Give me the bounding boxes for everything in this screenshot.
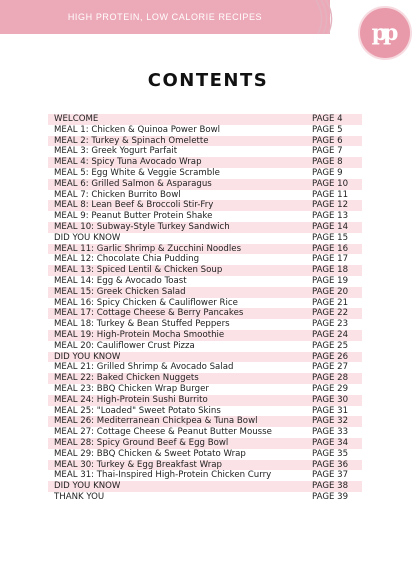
contents-entry[interactable]: [48, 254, 362, 265]
entry-page: PAGE 36: [312, 459, 349, 470]
entry-page: PAGE 38: [312, 481, 349, 492]
contents-entry[interactable]: [48, 287, 362, 298]
contents-entry[interactable]: [48, 449, 362, 460]
contents-entry[interactable]: [48, 319, 362, 330]
entry-page: PAGE 26: [312, 351, 349, 362]
contents-entry[interactable]: [48, 308, 362, 319]
contents-entry[interactable]: [48, 265, 362, 276]
contents-entry[interactable]: [48, 373, 362, 384]
entry-label: MEAL 11: Garlic Shrimp & Zucchini Noodles: [54, 243, 242, 254]
entry-page: PAGE 27: [312, 362, 349, 373]
contents-entry[interactable]: [48, 136, 362, 147]
entry-label: MEAL 21: Grilled Shrimp & Avocado Salad: [54, 362, 234, 373]
entry-page: PAGE 35: [312, 448, 349, 459]
contents-entry[interactable]: [48, 211, 362, 222]
contents-entry[interactable]: [48, 481, 362, 492]
entry-page: PAGE 34: [312, 437, 349, 448]
entry-page: PAGE 37: [312, 470, 349, 481]
entry-page: PAGE 24: [312, 329, 349, 340]
entry-page: PAGE 16: [312, 243, 349, 254]
header-title: HIGH PROTEIN, LOW CALORIE RECIPES: [67, 12, 263, 22]
entry-label: MEAL 25: "Loaded" Sweet Potato Skins: [54, 405, 221, 416]
contents-entry[interactable]: [48, 179, 362, 190]
contents-entry[interactable]: [48, 114, 362, 125]
entry-page: PAGE 4: [312, 114, 343, 124]
entry-page: PAGE 29: [312, 383, 349, 394]
contents-entry[interactable]: [48, 190, 362, 201]
contents-list: [48, 114, 362, 503]
contents-entry[interactable]: [48, 146, 362, 157]
entry-page: PAGE 19: [312, 275, 349, 286]
contents-entry[interactable]: [48, 200, 362, 211]
entry-page: PAGE 25: [312, 340, 349, 351]
brand-logo: [360, 8, 410, 58]
entry-label: MEAL 17: Cottage Cheese & Berry Pancakes: [54, 308, 244, 319]
entry-label: WELCOME: [54, 114, 99, 124]
contents-entry[interactable]: [48, 341, 362, 352]
entry-label: MEAL 13: Spiced Lentil & Chicken Soup: [54, 265, 223, 276]
entry-page: PAGE 11: [312, 189, 349, 200]
entry-label: MEAL 2: Turkey & Spinach Omelette: [54, 135, 209, 146]
contents-entry[interactable]: [48, 168, 362, 179]
entry-page: PAGE 14: [312, 221, 349, 232]
entry-page: PAGE 21: [312, 297, 349, 308]
entry-label: DID YOU KNOW: [54, 232, 121, 243]
entry-label: MEAL 16: Spicy Chicken & Cauliflower Rice: [54, 297, 238, 308]
entry-label: MEAL 23: BBQ Chicken Wrap Burger: [54, 383, 209, 394]
entry-label: DID YOU KNOW: [54, 351, 121, 362]
entry-label: MEAL 28: Spicy Ground Beef & Egg Bowl: [54, 437, 229, 448]
contents-entry[interactable]: [48, 406, 362, 417]
entry-page: PAGE 6: [312, 135, 343, 146]
entry-page: PAGE 22: [312, 308, 349, 319]
entry-label: MEAL 20: Cauliflower Crust Pizza: [54, 340, 195, 351]
entry-page: PAGE 23: [312, 319, 349, 330]
entry-label: MEAL 6: Grilled Salmon & Asparagus: [54, 178, 212, 189]
entry-page: PAGE 7: [312, 146, 343, 157]
contents-entry[interactable]: [48, 157, 362, 168]
contents-entry[interactable]: [48, 222, 362, 233]
entry-label: MEAL 9: Peanut Butter Protein Shake: [54, 211, 213, 222]
entry-label: MEAL 30: Turkey & Egg Breakfast Wrap: [54, 459, 223, 470]
entry-page: PAGE 13: [312, 211, 349, 222]
entry-label: MEAL 22: Baked Chicken Nuggets: [54, 373, 199, 384]
entry-page: PAGE 20: [312, 286, 349, 297]
contents-entry[interactable]: [48, 352, 362, 363]
entry-label: MEAL 26: Mediterranean Chickpea & Tuna Bowl: [54, 416, 258, 427]
contents-entry[interactable]: [48, 233, 362, 244]
entry-page: PAGE 18: [312, 265, 349, 276]
entry-page: PAGE 17: [312, 254, 349, 265]
contents-entry[interactable]: [48, 438, 362, 449]
entry-label: MEAL 15: Greek Chicken Salad: [54, 286, 186, 297]
entry-label: MEAL 1: Chicken & Quinoa Power Bowl: [54, 124, 221, 135]
contents-entry[interactable]: [48, 492, 362, 503]
entry-page: PAGE 39: [312, 491, 349, 502]
entry-label: MEAL 27: Cottage Cheese & Peanut Butter Mousse: [54, 427, 272, 438]
entry-label: MEAL 29: BBQ Chicken & Sweet Potato Wrap: [54, 448, 246, 459]
entry-label: MEAL 14: Egg & Avocado Toast: [54, 275, 187, 286]
entry-page: PAGE 10: [312, 178, 349, 189]
entry-label: MEAL 10: Subway-Style Turkey Sandwich: [54, 221, 230, 232]
contents-entry[interactable]: [48, 470, 362, 481]
swoosh-decoration: [312, 0, 336, 34]
entry-page: PAGE 5: [312, 124, 343, 135]
entry-label: MEAL 8: Lean Beef & Broccoli Stir-Fry: [54, 200, 214, 211]
entry-label: MEAL 24: High-Protein Sushi Burrito: [54, 394, 208, 405]
entry-page: PAGE 28: [312, 373, 349, 384]
entry-label: DID YOU KNOW: [54, 481, 121, 492]
page-title: CONTENTS: [147, 70, 269, 91]
entry-page: PAGE 15: [312, 232, 349, 243]
contents-entry[interactable]: [48, 276, 362, 287]
entry-label: MEAL 7: Chicken Burrito Bowl: [54, 189, 181, 200]
entry-label: MEAL 19: High-Protein Mocha Smoothie: [54, 329, 225, 340]
entry-label: MEAL 31: Thai-Inspired High-Protein Chicken Curry: [54, 470, 272, 481]
contents-entry[interactable]: [48, 427, 362, 438]
contents-entry[interactable]: [48, 395, 362, 406]
entry-page: PAGE 30: [312, 394, 349, 405]
contents-entry[interactable]: [48, 362, 362, 373]
contents-entry[interactable]: [48, 460, 362, 471]
entry-page: PAGE 12: [312, 200, 349, 211]
contents-entry[interactable]: [48, 125, 362, 136]
entry-label: MEAL 18: Turkey & Bean Stuffed Peppers: [54, 319, 230, 330]
contents-entry[interactable]: [48, 330, 362, 341]
contents-entry[interactable]: [48, 384, 362, 395]
entry-page: PAGE 31: [312, 405, 349, 416]
entry-page: PAGE 32: [312, 416, 349, 427]
logo-text: pp: [371, 20, 395, 46]
entry-label: MEAL 5: Egg White & Veggie Scramble: [54, 167, 220, 178]
contents-entry[interactable]: [48, 298, 362, 309]
entry-page: PAGE 33: [312, 427, 349, 438]
entry-label: THANK YOU: [54, 491, 105, 502]
entry-page: PAGE 8: [312, 157, 343, 168]
entry-label: MEAL 12: Chocolate Chia Pudding: [54, 254, 200, 265]
entry-label: MEAL 3: Greek Yogurt Parfait: [54, 146, 178, 157]
contents-entry[interactable]: [48, 244, 362, 255]
contents-entry[interactable]: [48, 416, 362, 427]
entry-page: PAGE 9: [312, 167, 343, 178]
entry-label: MEAL 4: Spicy Tuna Avocado Wrap: [54, 157, 202, 168]
